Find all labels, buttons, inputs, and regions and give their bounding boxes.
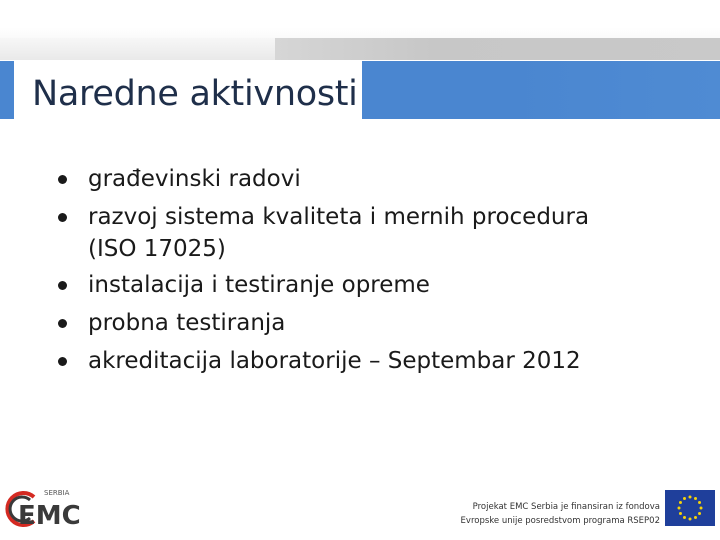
eu-star-icon bbox=[694, 516, 697, 519]
bullet-text: instalacija i testiranje opreme bbox=[88, 272, 430, 298]
bullet-text: razvoj sistema kvaliteta i mernih procedura bbox=[88, 204, 590, 230]
bullet-text-continuation: (ISO 17025) bbox=[88, 236, 226, 262]
eu-star-icon bbox=[689, 518, 692, 521]
funding-note bbox=[450, 500, 660, 528]
bullet-dot-icon bbox=[58, 175, 67, 184]
slide-title: Naredne aktivnosti bbox=[32, 74, 358, 114]
emc-logo-icon bbox=[4, 486, 96, 528]
funding-line-1: Projekat EMC Serbia je finansiran iz fondova bbox=[472, 502, 660, 512]
eu-flag-icon bbox=[665, 490, 715, 526]
eu-star-icon bbox=[678, 507, 681, 510]
eu-star-icon bbox=[689, 496, 692, 499]
bullet-dot-icon bbox=[58, 281, 67, 290]
bullet-dot-icon bbox=[58, 357, 67, 366]
header-grey-bar bbox=[0, 38, 720, 60]
emc-serbia-logo bbox=[4, 486, 96, 528]
bullet-text: akreditacija laboratorije – Septembar 2012 bbox=[88, 348, 581, 374]
eu-star-icon bbox=[679, 512, 682, 515]
logo-small-text: SERBIA bbox=[44, 489, 70, 497]
funding-line-2: Evropske unije posredstvom programa RSEP02 bbox=[460, 516, 660, 526]
eu-star-icon bbox=[698, 512, 701, 515]
logo-main-text: EMC bbox=[18, 501, 81, 528]
eu-star-icon bbox=[683, 516, 686, 519]
eu-star-icon bbox=[679, 501, 682, 504]
eu-star-icon bbox=[700, 507, 703, 510]
bullet-item bbox=[58, 198, 698, 266]
bullet-dot-icon bbox=[58, 213, 67, 222]
eu-star-icon bbox=[694, 497, 697, 500]
eu-flag bbox=[665, 490, 715, 526]
bullet-item bbox=[58, 160, 698, 198]
bullet-item bbox=[58, 342, 698, 380]
bullet-dot-icon bbox=[58, 319, 67, 328]
bullet-item bbox=[58, 266, 698, 304]
bullet-list bbox=[58, 160, 698, 380]
bullet-item bbox=[58, 304, 698, 342]
eu-star-icon bbox=[683, 497, 686, 500]
bullet-text: građevinski radovi bbox=[88, 166, 301, 192]
eu-star-icon bbox=[698, 501, 701, 504]
bullet-text: probna testiranja bbox=[88, 310, 286, 336]
